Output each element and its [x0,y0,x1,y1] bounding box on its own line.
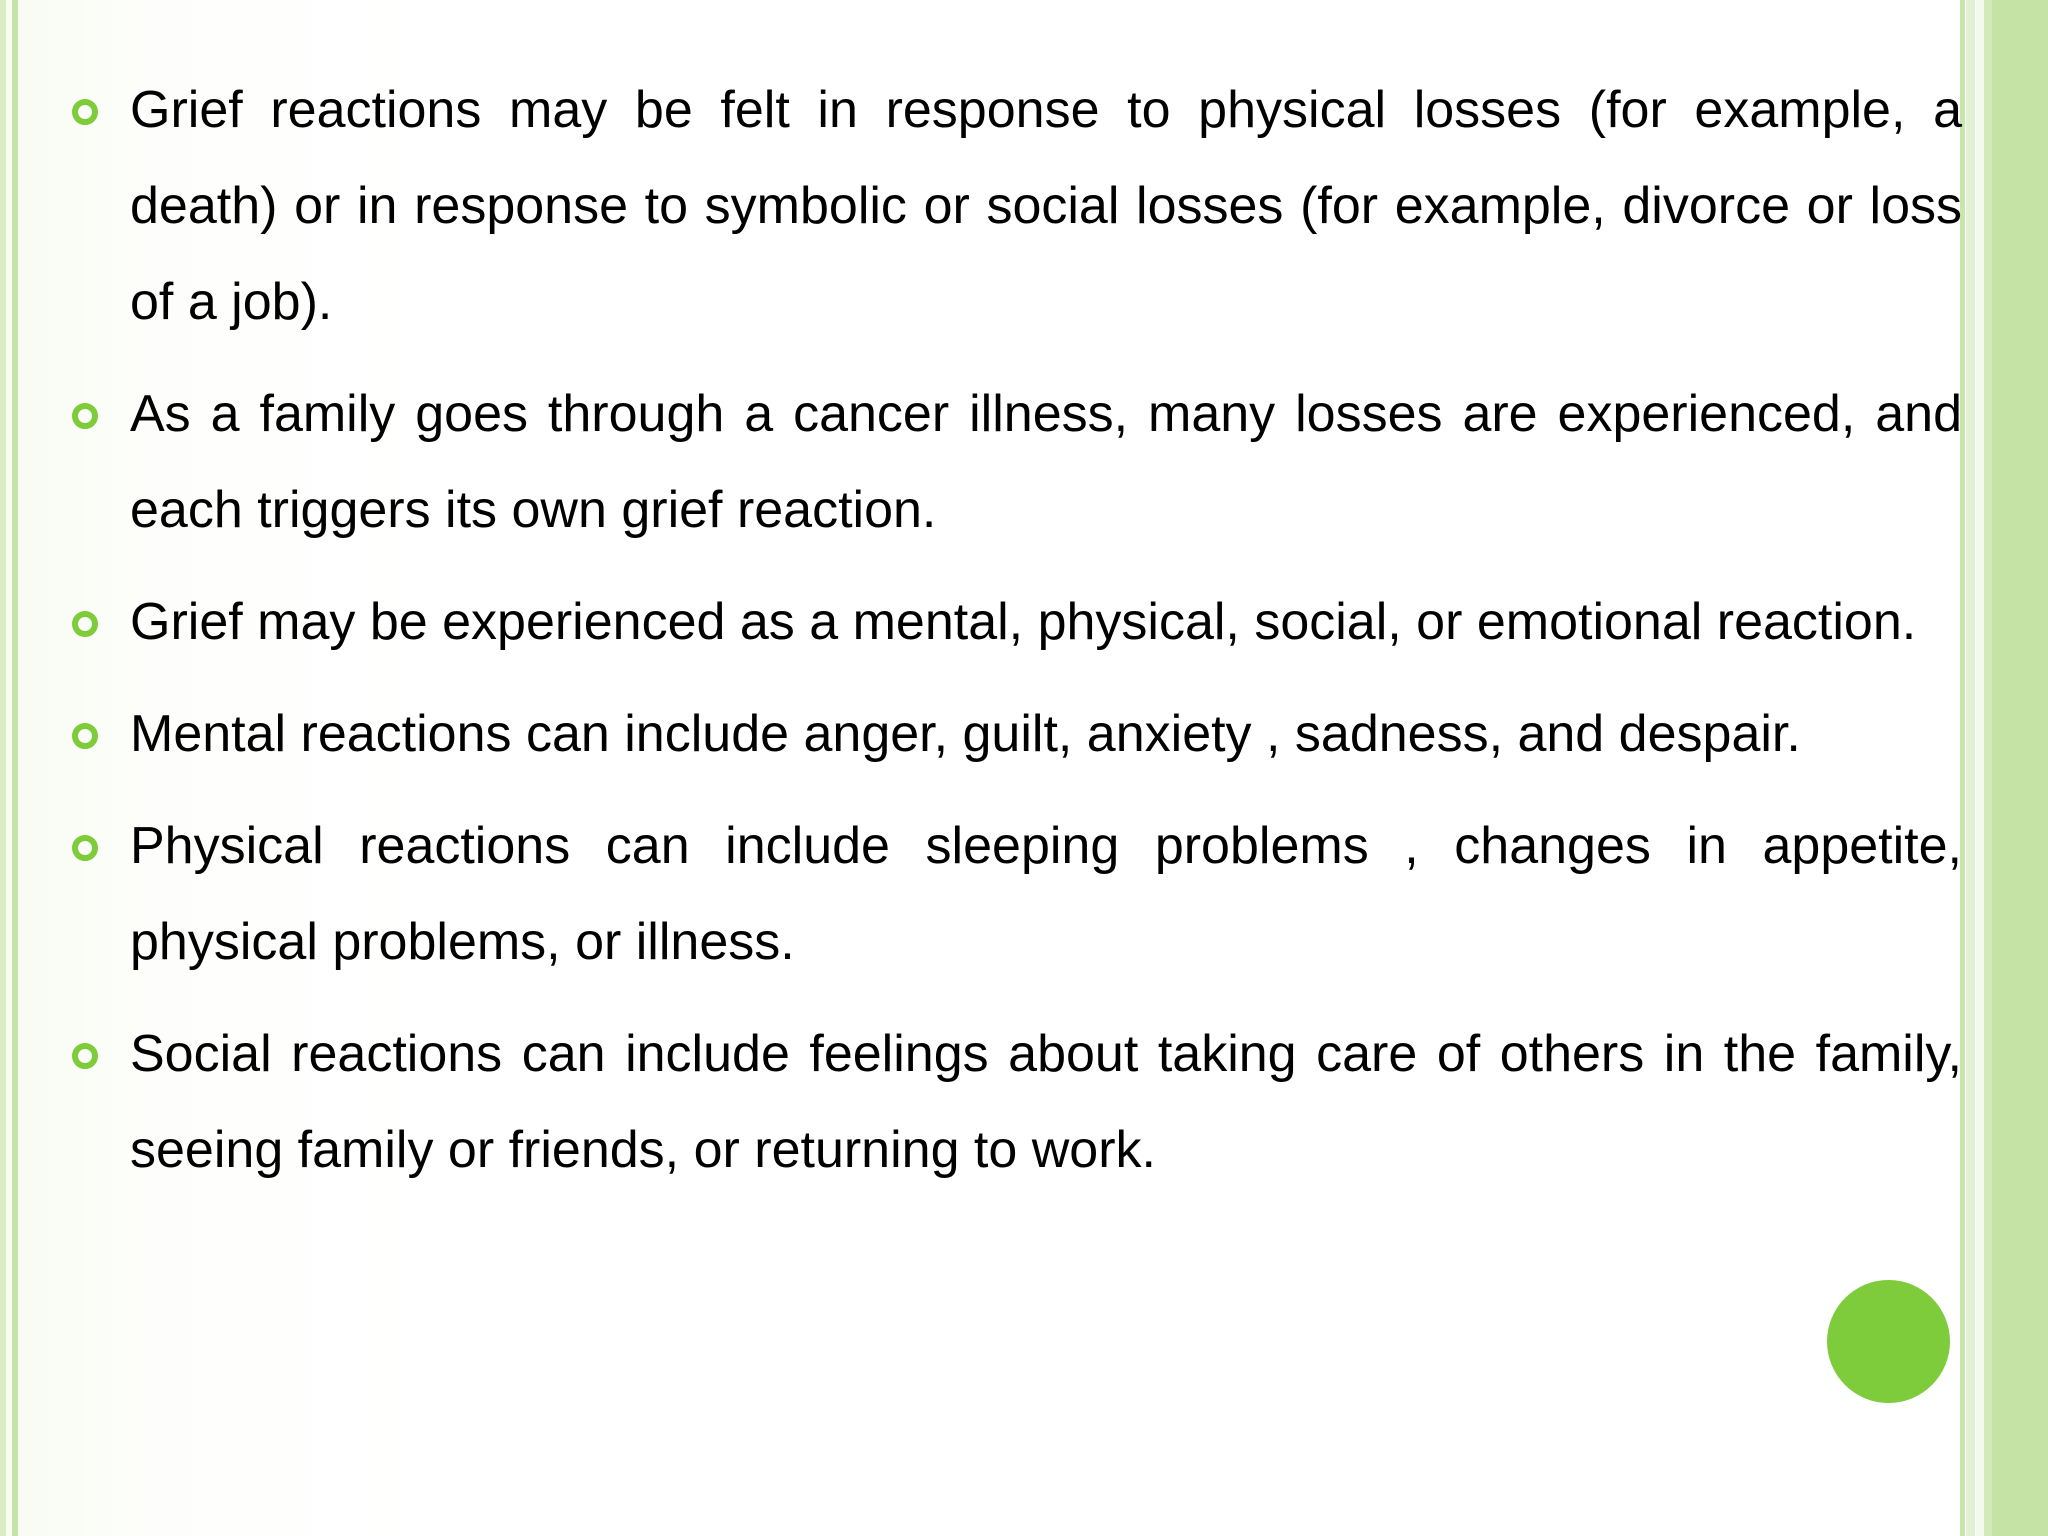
bullet-item [70,366,1962,558]
bullet-item [70,798,1962,990]
right-border-stripe [1976,0,1984,1536]
right-border-stripe [1992,0,2048,1536]
right-border-stripe [1966,0,1975,1536]
left-border-stripe [12,0,18,1536]
bullet-text: Grief reactions may be felt in response to physical losses (for example, a death) or in response to symbolic or social losses (for example, divorce or loss of a job). [130,81,1962,331]
bullet-list [70,62,1962,1214]
bullet-text: Physical reactions can include sleeping problems , changes in appetite, physical problems, or illness. [130,817,1962,971]
bullet-text: Grief may be experienced as a mental, physical, social, or emotional reaction. [130,593,1917,651]
bullet-item [70,686,1962,782]
ring-bullet-icon [72,835,98,861]
decorative-circle-icon [1827,1280,1950,1403]
left-border-stripe [0,0,6,1536]
right-border-stripe [1984,0,1992,1536]
bullet-item [70,574,1962,670]
bullet-text: Social reactions can include feelings about taking care of others in the family, seeing family or friends, or returning to work. [130,1025,1962,1179]
ring-bullet-icon [72,611,98,637]
ring-bullet-icon [72,723,98,749]
ring-bullet-icon [72,403,98,429]
bullet-text: As a family goes through a cancer illness, many losses are experienced, and each triggers its own grief reaction. [130,385,1962,539]
ring-bullet-icon [72,99,98,125]
bullet-item [70,62,1962,350]
bullet-item [70,1006,1962,1198]
ring-bullet-icon [72,1043,98,1069]
bullet-text: Mental reactions can include anger, guilt, anxiety , sadness, and despair. [130,705,1801,763]
